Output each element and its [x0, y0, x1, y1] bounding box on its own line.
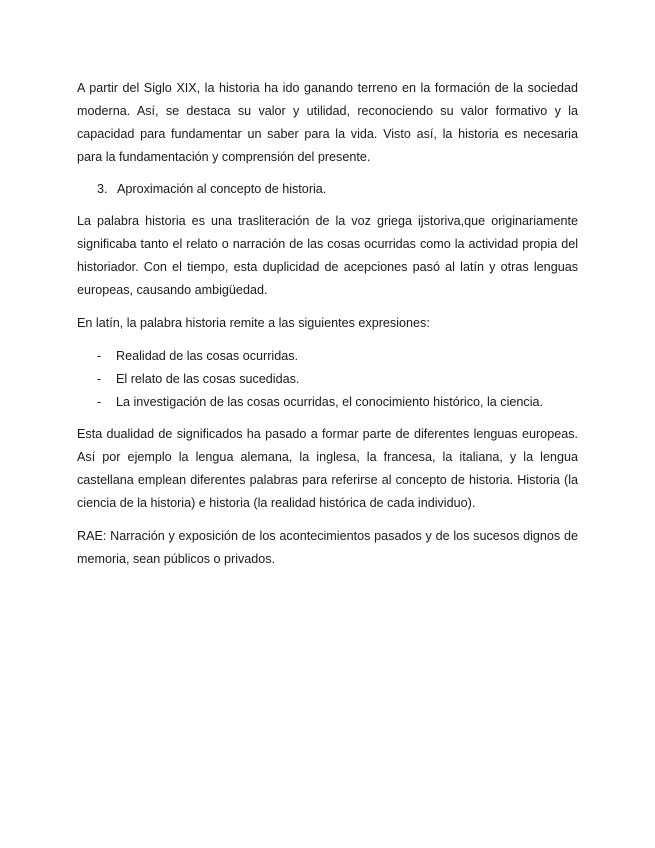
document-body: [77, 77, 578, 581]
list-dash: -: [97, 372, 102, 386]
paragraph-rae: RAE: Narración y exposición de los acontecimientos pasados y de los sucesos dignos de memoria, sean públicos o privados.: [77, 529, 578, 566]
list-item-text: La investigación de las cosas ocurridas, el conocimiento histórico, la ciencia.: [116, 395, 544, 409]
section-heading: [77, 178, 578, 201]
section-number: 3.: [97, 182, 108, 196]
list-item-text: Realidad de las cosas ocurridas.: [116, 349, 299, 363]
paragraph-etymology: La palabra historia es una trasliteración de la voz griega ijstoriva,que originariamente significaba tanto el relato o narración de las cosas ocurridas como la actividad propia del historiador. Con el tiempo, esta duplicidad de acepciones pasó al latín y otras lenguas europeas, causando ambigüedad.: [77, 214, 578, 297]
list-item: [77, 368, 578, 391]
list-item: [77, 391, 578, 414]
paragraph-latin: En latín, la palabra historia remite a las siguientes expresiones:: [77, 316, 430, 330]
paragraph-intro: A partir del Siglo XIX, la historia ha ido ganando terreno en la formación de la sociedad moderna. Así, se destaca su valor y utilidad, reconociendo su valor formativo y la capacidad para fundamentar un saber para la vida. Visto así, la historia es necesaria para la fundamentación y comprensión del presente.: [77, 81, 578, 164]
expressions-list: [77, 345, 578, 414]
list-item: [77, 345, 578, 368]
paragraph-duality: Esta dualidad de significados ha pasado a formar parte de diferentes lenguas europeas. Así por ejemplo la lengua alemana, la inglesa, la francesa, la italiana, y la lengua castellana emplean diferentes palabras para referirse al concepto de historia. Historia (la ciencia de la historia) e historia (la realidad histórica de cada individuo).: [77, 427, 578, 510]
list-dash: -: [97, 395, 102, 409]
list-item-text: El relato de las cosas sucedidas.: [116, 372, 300, 386]
section-title: Aproximación al concepto de historia.: [117, 182, 327, 196]
list-dash: -: [97, 349, 102, 363]
